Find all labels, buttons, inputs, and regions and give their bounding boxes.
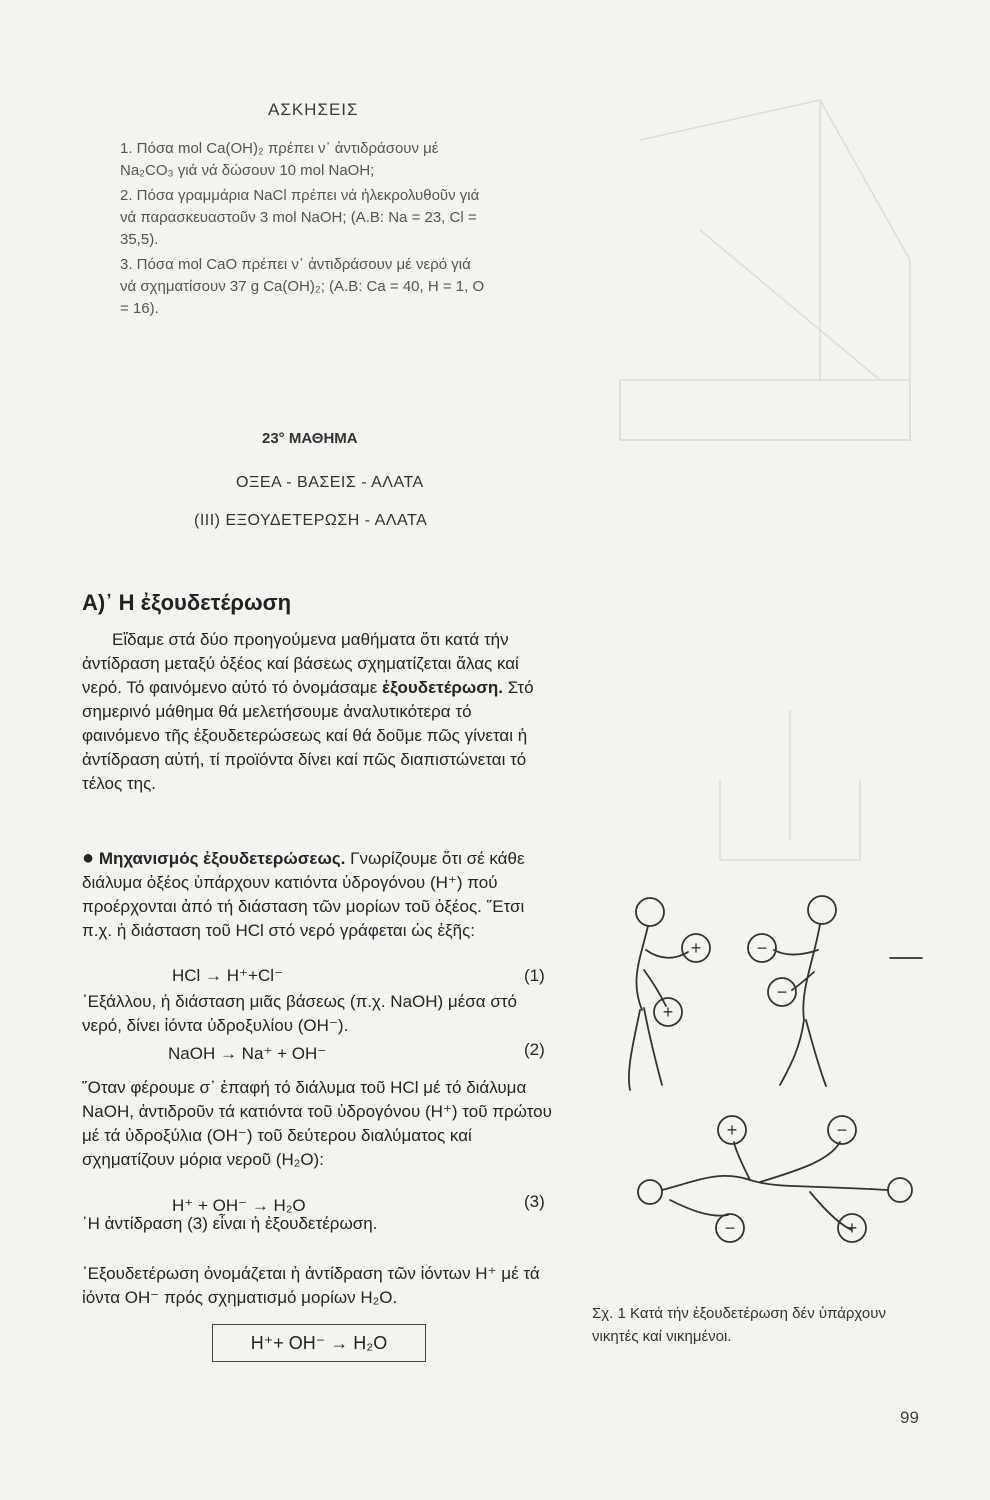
equation-2-number: (2) [524, 1040, 545, 1059]
base-text: ᾿Εξάλλου, ἡ διάσταση μιᾶς βάσεως (π.χ. NaOH) μέσα στό νερό, δίνει ἰόντα ὑδροξυλίου (OH⁻). [82, 992, 517, 1035]
face-icon [636, 898, 664, 926]
paragraph-definition [82, 1262, 552, 1310]
equation-2: NaOH → Na⁺ + OH⁻ [168, 1044, 327, 1063]
lesson-number: 23° ΜΑΘΗΜΑ [262, 430, 358, 447]
reaction-text: ῾Η ἀντίδραση (3) εἶναι ἡ ἐξουδετέρωση. [82, 1214, 378, 1233]
plus-icon: + [846, 1218, 858, 1238]
minus-icon: − [756, 938, 768, 958]
exercises-heading: ΑΣΚΗΣΕΙΣ [268, 100, 359, 119]
equation-1-number: (1) [524, 966, 545, 985]
bleed-through-beaker [690, 700, 890, 870]
lesson-subtitle: (III) ΕΞΟΥΔΕΤΕΡΩΣΗ - ΑΛΑΤΑ [194, 512, 428, 529]
section-heading: Α)᾿ Η ἐξουδετέρωση [82, 590, 292, 615]
equation-3: H⁺ + OH⁻ → H₂O [172, 1196, 306, 1215]
plus-icon: + [662, 1002, 674, 1022]
boxed-equation: H⁺+ OH⁻ → H₂O [212, 1324, 426, 1362]
page-number: 99 [900, 1408, 919, 1427]
lesson-title: ΟΞΕΑ - ΒΑΣΕΙΣ - ΑΛΑΤΑ [236, 474, 424, 491]
exercise-item-3: 3. Πόσα mol CaO πρέπει ν᾿ ἀντιδράσουν μέ νερό γιά νά σχηματίσουν 37 g Ca(OH)₂; (Α.Β: Ca = 40, H = 1, O = 16). [120, 256, 485, 317]
exercise-item-2: 2. Πόσα γραμμάρια NaCl πρέπει νά ἠλεκρολυθοῦν γιά νά παρασκευαστοῦν 3 mol NaOH; (Α.Β: Na = 23, Cl = 35,5). [120, 187, 480, 248]
minus-icon: − [836, 1120, 848, 1140]
plus-icon: + [726, 1120, 738, 1140]
paragraph-intro [82, 628, 552, 796]
face-icon [888, 1178, 912, 1202]
exercise-item-1: 1. Πόσα mol Ca(OH)₂ πρέπει ν᾿ ἀντιδράσουν μέ Na₂CO₃ γιά νά δώσουν 10 mol NaOH; [120, 140, 439, 179]
paragraph-mechanism [82, 846, 552, 943]
exercises-list [120, 138, 490, 323]
paragraph-base [82, 990, 552, 1038]
bleed-through-figure [580, 80, 980, 500]
definition-text: ᾿Εξουδετέρωση ὀνομάζεται ἡ ἀντίδραση τῶν ἰόντων H⁺ μέ τά ἰόντα OH⁻ πρός σχηματισμό μορίων H₂O. [82, 1264, 540, 1307]
minus-icon: − [724, 1218, 736, 1238]
face-icon [638, 1180, 662, 1204]
plus-icon: + [690, 938, 702, 958]
intro-term-bold: ἐξουδετέρωση. [382, 678, 504, 697]
figure-caption: Σχ. 1 Κατά τήν ἐξουδετέρωση δέν ὑπάρχουν νικητές καί νικημένοι. [592, 1305, 886, 1345]
paragraph-reaction [82, 1212, 552, 1236]
intro-text-a: Εἴδαμε στά δύο προηγούμενα μαθήματα ὅτι κατά τήν ἀντίδραση μεταξύ ὀξέος καί βάσεως σχηματίζεται ἅλας καί νερό. Τό φαινόμενο αὐτό τό ὀνομάσαμε [82, 630, 519, 697]
mechanism-heading: Μηχανισμός ἐξουδετερώσεως. [98, 849, 346, 868]
intro-text-b: Στό σημερινό μάθημα θά μελετήσουμε ἀναλυτικότερα τό φαινόμενο τῆς ἐξουδετερώσεως καί θά δοῦμε πῶς γίνεται ἡ ἀντίδραση αὐτή, τί προϊόντα δίνει καί πῶς διαπιστώνεται τό τέλος της. [82, 678, 534, 793]
minus-icon: − [776, 982, 788, 1002]
paragraph-contact [82, 1076, 552, 1172]
face-icon [808, 896, 836, 924]
ion-figure [600, 880, 930, 1238]
equation-3-number: (3) [524, 1192, 545, 1211]
equation-1: HCl → H⁺+Cl⁻ [172, 966, 283, 985]
contact-text: ῞Οταν φέρουμε σ᾿ ἐπαφή τό διάλυμα τοῦ HCl μέ τό διάλυμα NaOH, ἀντιδροῦν τά κατιόντα τοῦ ὑδρογόνου (H⁺) τοῦ πρώτου μέ τά ὑδροξύλια (OH⁻) τοῦ δεύτερου διαλύματος καί σχηματίζουν μόρια νεροῦ (H₂O): [82, 1078, 552, 1169]
mechanism-text: Γνωρίζουμε ὅτι σέ κάθε διάλυμα ὀξέος ὑπάρχουν κατιόντα ὑδρογόνου (H⁺) πού προέρχονται ἀπό τή διάσταση τῶν μορίων τοῦ ὀξέος. ῞Ετσι π.χ. ἡ διάσταση τοῦ HCl στό νερό γράφεται ὡς ἑξῆς: [82, 849, 525, 940]
bullet-icon: ● [82, 847, 95, 869]
